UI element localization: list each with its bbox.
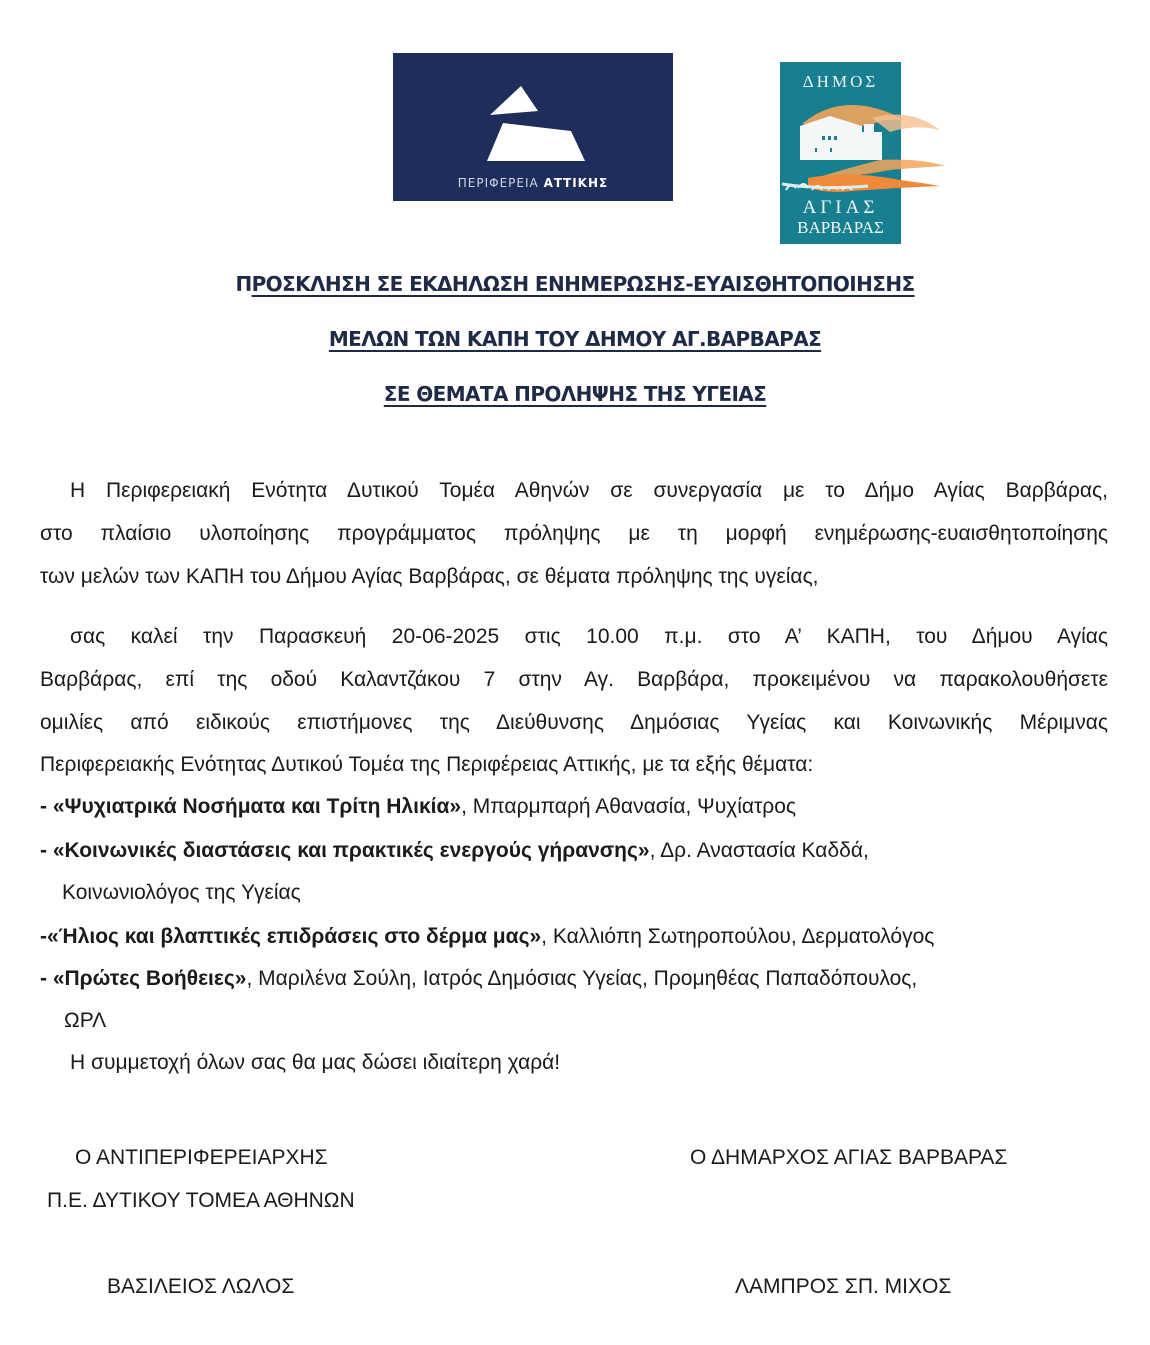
left-signature-name: ΒΑΣΙΛΕΙΟΣ ΛΩΛΟΣ (107, 1275, 295, 1298)
title-line-3-text: ΣΕ ΘΕΜΑΤΑ ΠΡΟΛΗΨΗΣ ΤΗΣ ΥΓΕΙΑΣ (383, 382, 767, 406)
topic-speakers: , Μπαρμπαρή Αθανασία, Ψυχίατρος (461, 795, 797, 818)
topic-bullet: - (40, 839, 53, 862)
paragraph-2-line: ομιλίες από ειδικούς επιστήμονες της Διεύθυνσης Δημόσιας Υγείας και Κοινωνικής Μέριμνας (40, 711, 1108, 734)
paragraph-2-line: Βαρβάρας, επί της οδού Καλαντζάκου 7 στην Αγ. Βαρβάρα, προκειμένου να παρακολουθήσετε (40, 668, 1108, 691)
topic-speakers: , Καλλιόπη Σωτηροπούλου, Δερματολόγος (541, 925, 935, 948)
topic-continuation: Κοινωνιολόγος της Υγείας (62, 881, 301, 904)
left-signature-role-2: Π.Ε. ΔΥΤΙΚΟΥ ΤΟΜΕΑ ΑΘΗΝΩΝ (47, 1189, 355, 1212)
paragraph-1-line: Η Περιφερειακή Ενότητα Δυτικού Τομέα Αθηνών σε συνεργασία με το Δήμο Αγίας Βαρβάρας, (70, 479, 1108, 502)
right-signature-role: Ο ΔΗΜΑΡΧΟΣ ΑΓΙΑΣ ΒΑΡΒΑΡΑΣ (690, 1146, 1008, 1169)
topic-title: «Ήλιος και βλαπτικές επιδράσεις στο δέρμα μας» (47, 925, 542, 948)
attica-logo-text: ΠΕΡΙΦΕΡΕΙΑ ΑΤΤΙΚΗΣ (457, 176, 609, 190)
topic-bullet: - (40, 925, 47, 948)
topic-speakers: , Μαριλένα Σούλη, Ιατρός Δημόσιας Υγείας, Προμηθέας Παπαδόπουλος, (246, 967, 918, 990)
dimos-logo-line1: ΑΓΙΑΣ (802, 197, 879, 218)
paragraph-2-line: σας καλεί την Παρασκευή 20-06-2025 στις 10.00 π.μ. στο Α’ ΚΑΠΗ, του Δήμου Αγίας (70, 625, 1108, 648)
topic-item (40, 966, 1108, 992)
topic-item (40, 924, 1108, 950)
paragraph-1-line: των μελών των ΚΑΠΗ του Δήμου Αγίας Βαρβάρας, σε θέματα πρόληψης της υγείας, (40, 565, 819, 588)
title-line-3 (0, 382, 1150, 406)
paragraph-2-line: Περιφερειακής Ενότητας Δυτικού Τομέα της Περιφέρειας Αττικής, με τα εξής θέματα: (40, 753, 814, 776)
topic-continuation: ΩΡΛ (64, 1009, 107, 1032)
title-line-1 (0, 272, 1150, 296)
dimos-agias-varvaras-logo (780, 62, 901, 244)
topic-bullet: - (40, 795, 53, 818)
title-line-2-text: ΜΕΛΩΝ ΤΩΝ ΚΑΠΗ ΤΟΥ ΔΗΜΟΥ ΑΓ.ΒΑΡΒΑΡΑΣ (328, 327, 822, 351)
dimos-logo-top-text: ΔΗΜΟΣ (802, 72, 879, 91)
paragraph-1-line: στο πλαίσιο υλοποίησης προγράμματος πρόληψης με τη μορφή ενημέρωσης-ευαισθητοποίησης (40, 522, 1108, 545)
topic-title: «Ψυχιατρικά Νοσήματα και Τρίτη Ηλικία» (52, 795, 462, 818)
dimos-logo-line2: ΒΑΡΒΑΡΑΣ (797, 218, 884, 237)
topic-bullet: - (40, 967, 53, 990)
title-line-2 (0, 327, 1150, 351)
topic-title: «Πρώτες Βοήθειες» (52, 967, 247, 990)
topic-title: «Κοινωνικές διαστάσεις και πρακτικές ενεργούς γήρανσης» (52, 839, 650, 862)
topic-item (40, 838, 1108, 864)
right-signature-name: ΛΑΜΠΡΟΣ ΣΠ. ΜΙΧΟΣ (735, 1275, 952, 1298)
closing-line: Η συμμετοχή όλων σας θα μας δώσει ιδιαίτερη χαρά! (70, 1051, 561, 1074)
title-line-1-rest: ΡΟΣΚΛΗΣΗ ΣΕ ΕΚΔΗΛΩΣΗ ΕΝΗΜΕΡΩΣΗΣ-ΕΥΑΙΣΘΗΤΟΠΟΙΗΣΗΣ (251, 272, 915, 296)
topic-item (40, 794, 1108, 820)
left-signature-role-1: Ο ΑΝΤΙΠΕΡΙΦΕΡΕΙΑΡΧΗΣ (75, 1146, 328, 1169)
topic-speakers: , Δρ. Αναστασία Καδδά, (649, 839, 869, 862)
attica-region-logo (393, 53, 673, 201)
title-line-1-first-letter: Π (235, 272, 252, 296)
